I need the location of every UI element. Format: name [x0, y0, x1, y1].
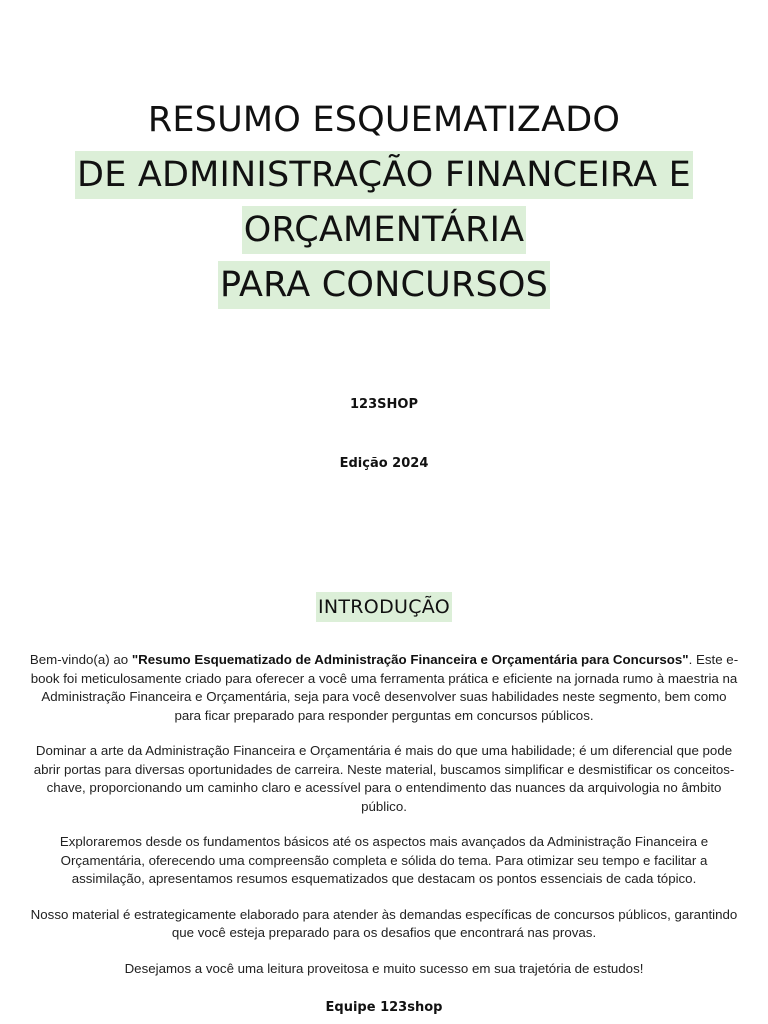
title-line-3: ORÇAMENTÁRIA: [242, 206, 527, 254]
intro-p1-prefix: Bem-vindo(a) ao: [29, 652, 132, 667]
publisher-name: 123SHOP: [350, 397, 418, 412]
intro-paragraph-1: [28, 651, 740, 725]
signature: Equipe 123shop: [325, 1000, 443, 1015]
title-line-4: PARA CONCURSOS: [218, 261, 550, 309]
introduction-heading-text: INTRODUÇÃO: [316, 592, 452, 622]
edition-label: Edição 2024: [339, 456, 429, 471]
title-line-2: DE ADMINISTRAÇÃO FINANCEIRA E: [75, 151, 693, 199]
intro-p1-book-title: "Resumo Esquematizado de Administração Financeira e Orçamentária para Concursos": [131, 652, 689, 667]
introduction-heading: [0, 592, 768, 622]
intro-p1-suffix: . Este e-book foi meticulosamente criado para oferecer a você uma ferramenta prática e eficiente na jornada rumo à maestria na Administração Financeira e Orçamentária, seja para você desenvolver suas habilidades neste segmento, bem como para ficar preparado para responder perguntas em concursos públicos.: [30, 652, 739, 723]
intro-paragraph-3: Exploraremos desde os fundamentos básicos até os aspectos mais avançados da Administração Financeira e Orçamentária, oferecendo uma compreensão completa e sólida do tema. Para otimizar seu tempo e facilitar a assimilação, apresentamos resumos esquematizados que destacam os pontos essenciais de cada tópico.: [59, 834, 709, 886]
document-title: [0, 96, 768, 316]
intro-paragraph-2: Dominar a arte da Administração Financeira e Orçamentária é mais do que uma habilidade; é um diferencial que pode abrir portas para diversas oportunidades de carreira. Neste material, buscamos simplificar e desmistificar os conceitos-chave, proporcionando um caminho claro e acessível para o entendimento das nuances da arquivologia no âmbito público.: [33, 743, 735, 814]
intro-paragraph-5: Desejamos a você uma leitura proveitosa e muito sucesso em sua trajetória de estudos!: [124, 960, 644, 976]
title-line-1: RESUMO ESQUEMATIZADO: [147, 100, 621, 140]
intro-paragraph-4: Nosso material é estrategicamente elaborado para atender às demandas específicas de concursos públicos, garantindo que você esteja preparado para os desafios que encontrará nas provas.: [30, 906, 738, 940]
introduction-body: [28, 651, 740, 995]
